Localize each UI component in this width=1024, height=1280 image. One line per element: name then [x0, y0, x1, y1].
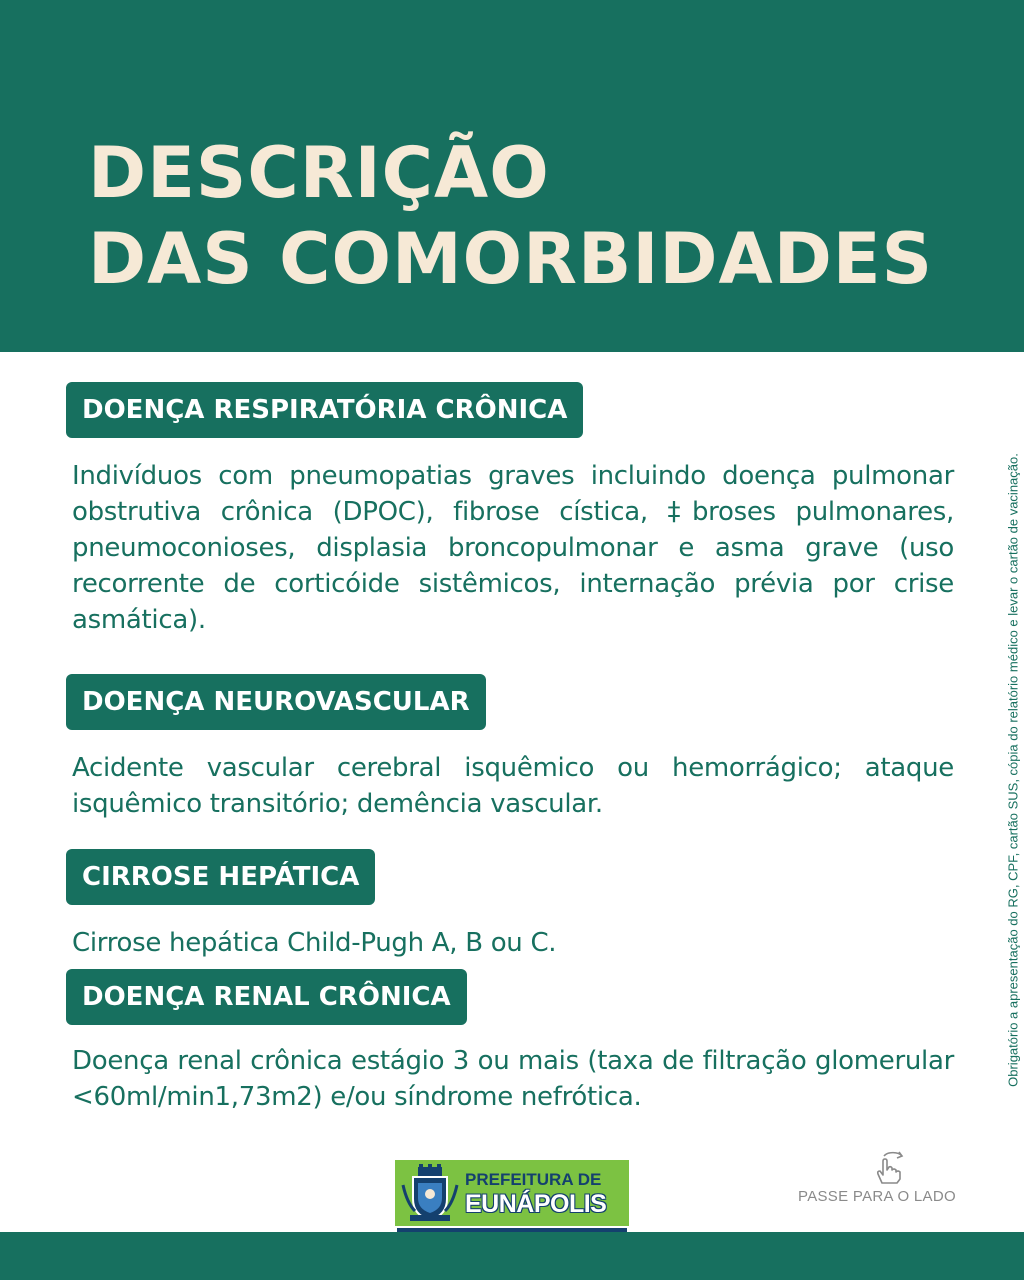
logo-city-name: EUNÁPOLIS: [465, 1190, 607, 1218]
section-text-cirrhosis: Cirrose hepática Child-Pugh A, B ou C.: [72, 928, 557, 958]
section-heading-neurovascular: DOENÇA NEUROVASCULAR: [66, 674, 486, 730]
section-text-respiratory: Indivíduos com pneumopatias graves incluindo doença pulmonar obstrutiva crônica (DPOC), fibrose cística, ‡broses pulmonares, pneumoconioses, displasia broncopulmonar e asma grave (uso recorrente de corticóide sistêmicos, internação prévia por crise asmática).: [72, 461, 954, 635]
city-crest-icon: [401, 1163, 459, 1223]
logo-top-band: [395, 1160, 629, 1226]
section-heading-respiratory: DOENÇA RESPIRATÓRIA CRÔNICA: [66, 382, 583, 438]
required-documents-note: Obrigatório a apresentação do RG, CPF, cartão SUS, cópia do relatório médico e levar o cartão de vacinação.: [1005, 453, 1021, 1087]
footer-bar: [0, 1232, 1024, 1280]
hand-swipe-icon[interactable]: [870, 1150, 910, 1186]
title-line-2: DAS COMORBIDADES: [88, 218, 934, 300]
page-title: [88, 130, 933, 302]
section-text-neurovascular: Acidente vascular cerebral isquêmico ou hemorrágico; ataque isquêmico transitório; demência vascular.: [72, 753, 954, 819]
header-banner: [0, 0, 1024, 352]
logo-prefeitura-text: PREFEITURA DE: [465, 1170, 602, 1189]
swipe-hint: PASSE PARA O LADO: [798, 1188, 956, 1205]
title-line-1: DESCRIÇÃO: [88, 132, 550, 214]
section-heading-cirrhosis: CIRROSE HEPÁTICA: [66, 849, 375, 905]
section-text-renal: Doença renal crônica estágio 3 ou mais (taxa de filtração glomerular <60ml/min1,73m2) e/ou síndrome nefrótica.: [72, 1046, 954, 1112]
section-heading-renal: DOENÇA RENAL CRÔNICA: [66, 969, 467, 1025]
